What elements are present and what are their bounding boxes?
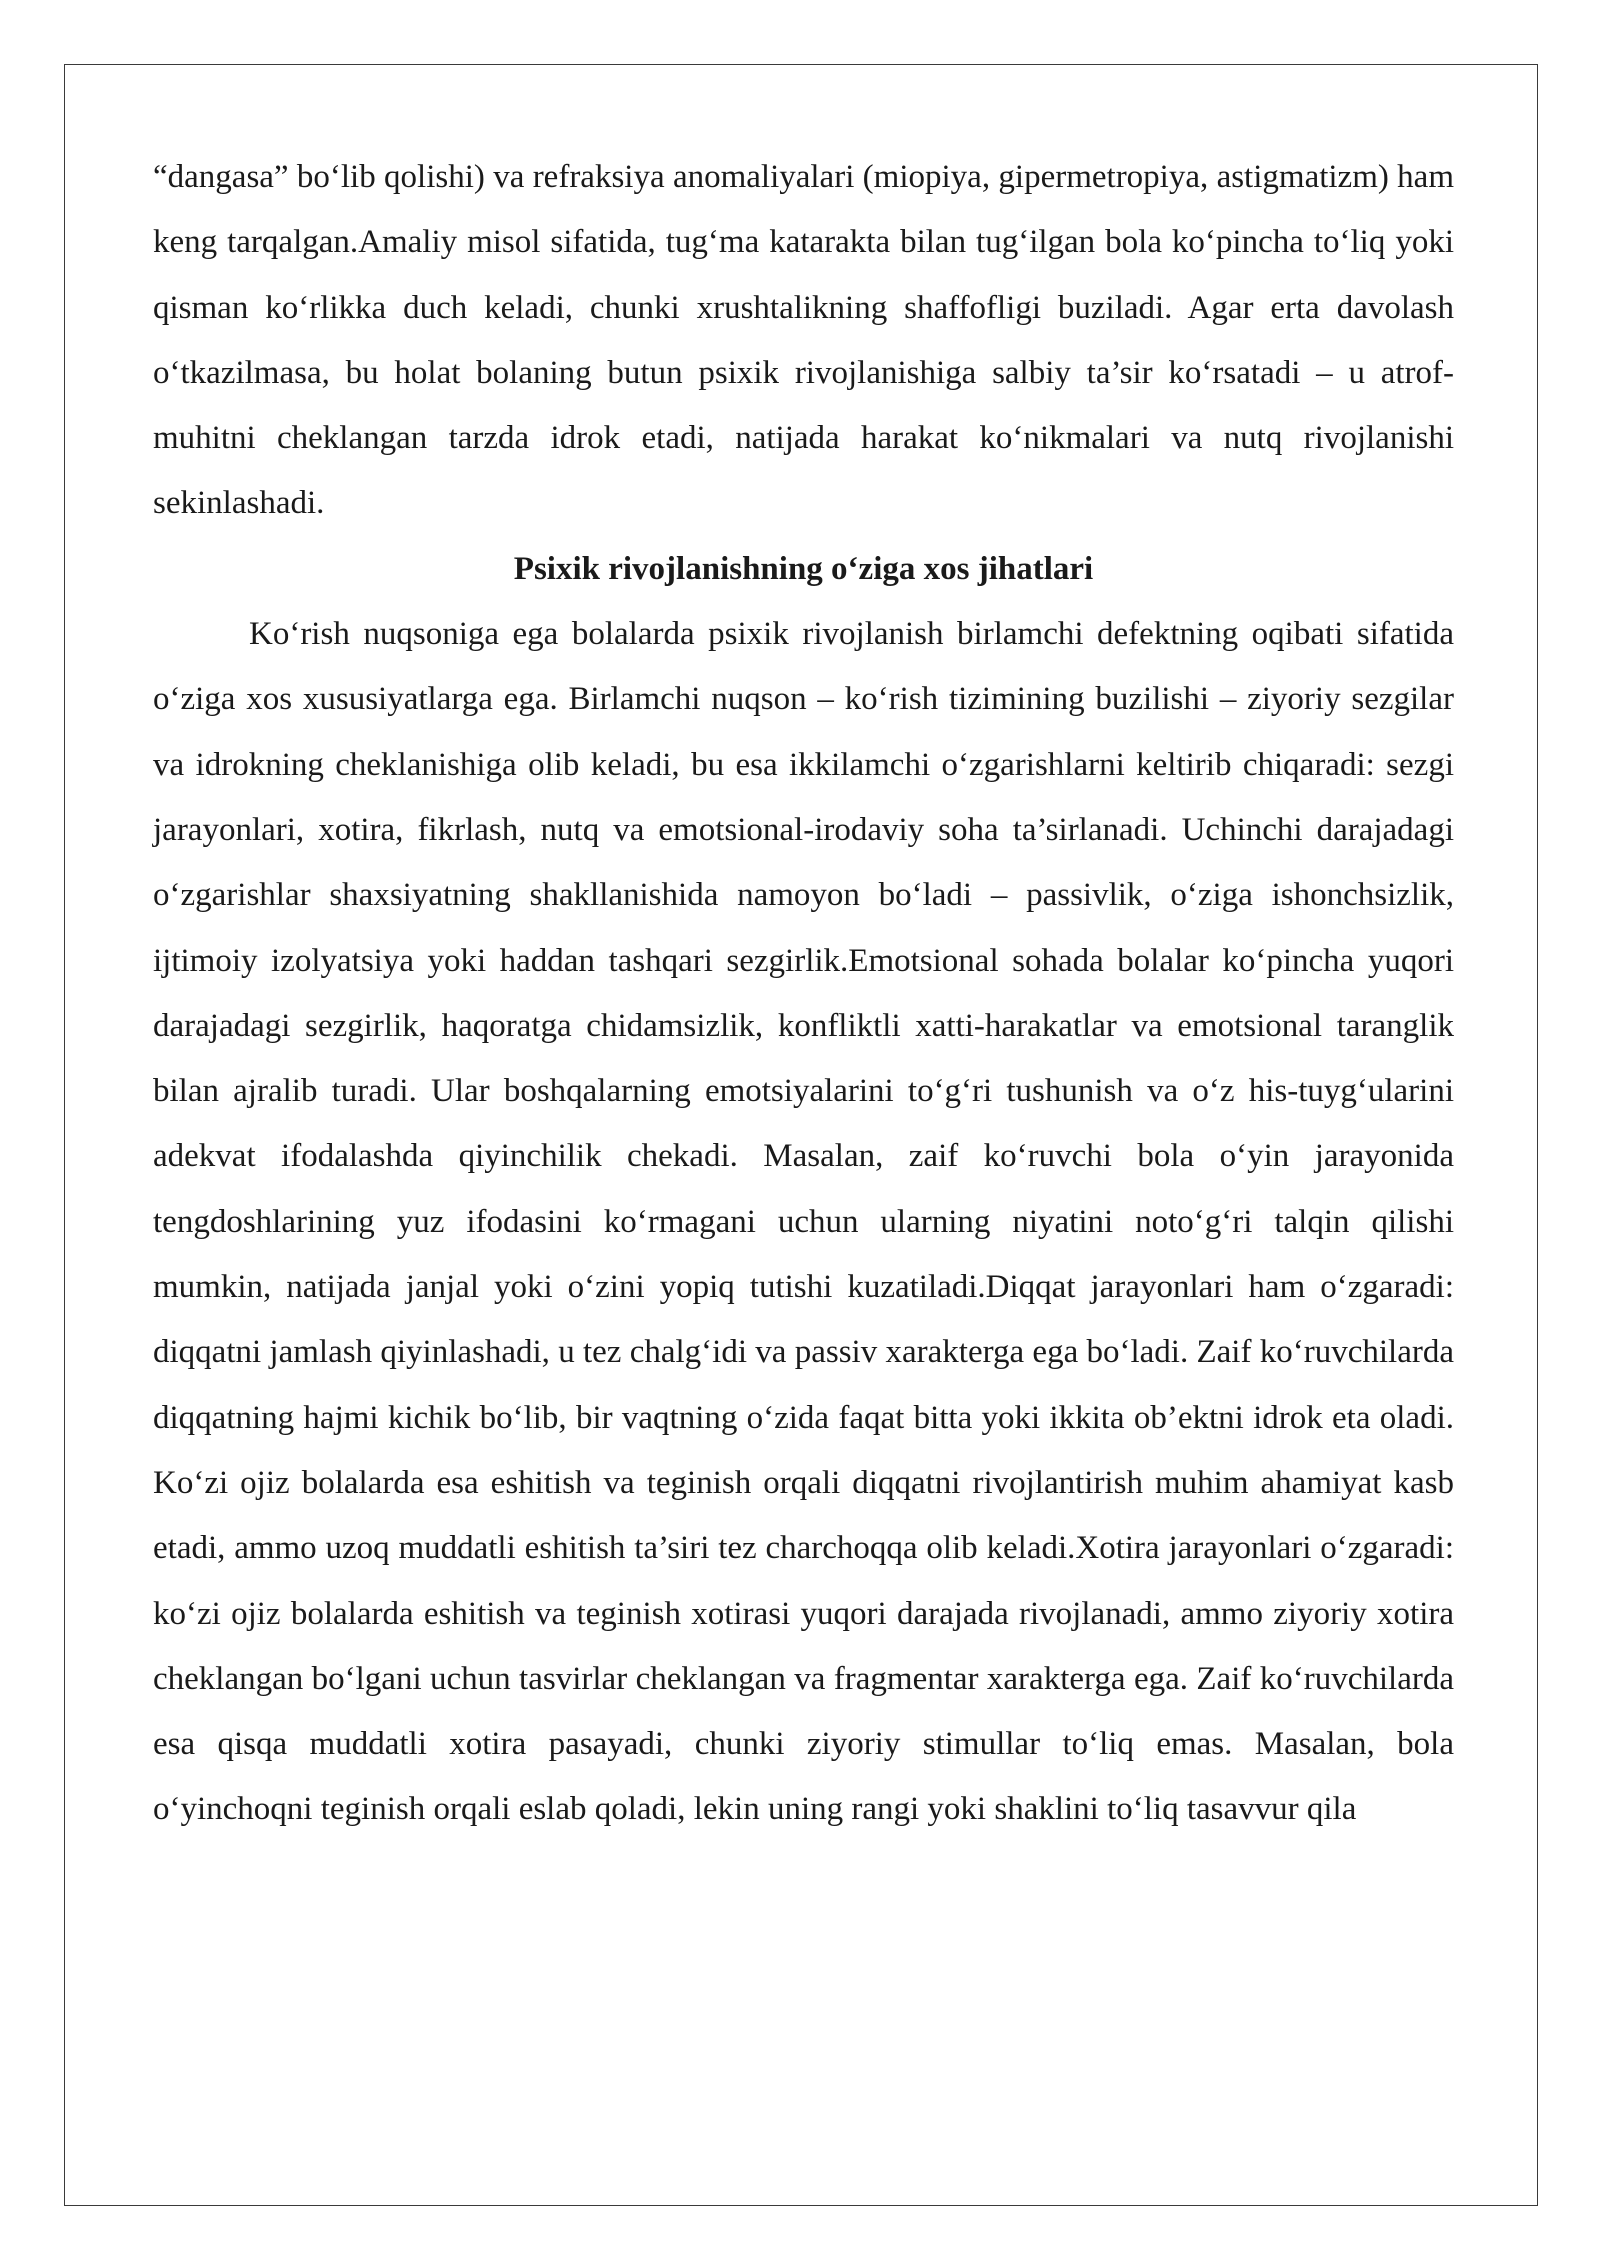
document-body (153, 145, 1454, 1843)
paragraph: Ko‘rish nuqsoniga ega bolalarda psixik rivojlanish birlamchi defektning oqibati sifatida o‘ziga xos xususiyatlarga ega. Birlamchi nuqson – ko‘rish tizimining buzilishi – ziyoriy sezgilar va idrokning cheklanishiga olib keladi, bu esa ikkilamchi o‘zgarishlarni keltirib chiqaradi: sezgi jarayonlari, xotira, fikrlash, nutq va emotsional-irodaviy soha ta’sirlanadi. Uchinchi darajadagi o‘zgarishlar shaxsiyatning shakllanishida namoyon bo‘ladi – passivlik, o‘ziga ishonchsizlik, ijtimoiy izolyatsiya yoki haddan tashqari sezgirlik.Emotsional sohada bolalar ko‘pincha yuqori darajadagi sezgirlik, haqoratga chidamsizlik, konfliktli xatti-harakatlar va emotsional taranglik bilan ajralib turadi. Ular boshqalarning emotsiyalarini to‘g‘ri tushunish va o‘z his-tuyg‘ularini adekvat ifodalashda qiyinchilik chekadi. Masalan, zaif ko‘ruvchi bola o‘yin jarayonida tengdoshlarining yuz ifodasini ko‘rmagani uchun ularning niyatini noto‘g‘ri talqin qilishi mumkin, natijada janjal yoki o‘zini yopiq tutishi kuzatiladi.Diqqat jarayonlari ham o‘zgaradi: diqqatni jamlash qiyinlashadi, u tez chalg‘idi va passiv xarakterga ega bo‘ladi. Zaif ko‘ruvchilarda diqqatning hajmi kichik bo‘lib, bir vaqtning o‘zida faqat bitta yoki ikkita ob’ektni idrok eta oladi. Ko‘zi ojiz bolalarda esa eshitish va teginish orqali diqqatni rivojlantirish muhim ahamiyat kasb etadi, ammo uzoq muddatli eshitish ta’siri tez charchoqqa olib keladi.Xotira jarayonlari o‘zgaradi: ko‘zi ojiz bolalarda eshitish va teginish xotirasi yuqori darajada rivojlanadi, ammo ziyoriy xotira cheklangan bo‘lgani uchun tasvirlar cheklangan va fragmentar xarakterga ega. Zaif ko‘ruvchilarda esa qisqa muddatli xotira pasayadi, chunki ziyoriy stimullar to‘liq emas. Masalan, bola o‘yinchoqni teginish orqali eslab qoladi, lekin uning rangi yoki shaklini to‘liq tasavvur qila (153, 616, 1454, 1828)
section-heading: Psixik rivojlanishning o‘ziga xos jihatlari (513, 550, 1094, 587)
paragraph: “dangasa” bo‘lib qolishi) va refraksiya anomaliyalari (miopiya, gipermetropiya, astigmatizm) ham keng tarqalgan.Amaliy misol sifatida, tug‘ma katarakta bilan tug‘ilgan bola ko‘pincha to‘liq yoki qisman ko‘rlikka duch keladi, chunki xrushtalikning shaffofligi buziladi. Agar erta davolash o‘tkazilmasa, bu holat bolaning butun psixik rivojlanishiga salbiy ta’sir ko‘rsatadi – u atrof-muhitni cheklangan tarzda idrok etadi, natijada harakat ko‘nikmalari va nutq rivojlanishi sekinlashadi. (153, 159, 1454, 522)
